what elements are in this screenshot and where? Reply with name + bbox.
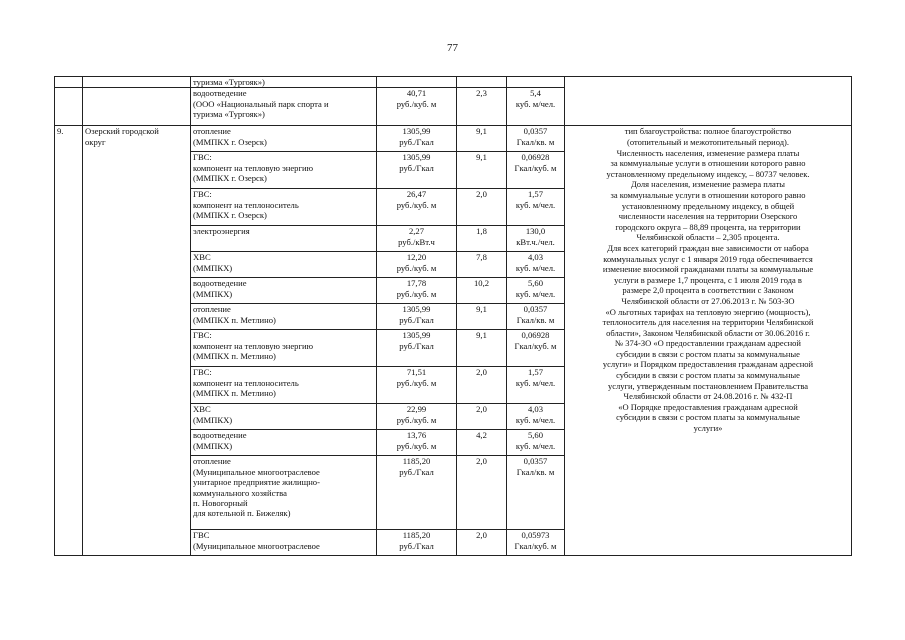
volume-cell: 4,03 куб. м/чел. (507, 404, 565, 430)
price-cell: 1305,99 руб./Гкал (377, 304, 457, 330)
volume-cell: 0,0357 Гкал/кв. м (507, 126, 565, 152)
service-cell: ХВС (ММПКХ) (191, 252, 377, 278)
service-cell: ГВС: компонент на теплоноситель (ММПКХ п. Метлино) (191, 367, 377, 404)
volume-cell: 0,05973 Гкал/куб. м (507, 530, 565, 556)
index-cell: 2,3 (457, 88, 507, 126)
volume-cell: 0,06928 Гкал/куб. м (507, 152, 565, 189)
service-cell: водоотведение (ММПКХ) (191, 430, 377, 456)
index-cell: 9,1 (457, 152, 507, 189)
index-cell: 10,2 (457, 278, 507, 304)
index-cell: 2,0 (457, 367, 507, 404)
index-cell: 2,0 (457, 456, 507, 530)
price-cell: 40,71 руб./куб. м (377, 88, 457, 126)
index-cell: 2,0 (457, 189, 507, 226)
index-cell: 9,1 (457, 304, 507, 330)
index-cell: 9,1 (457, 126, 507, 152)
service-cell: туризма «Тургояк») (191, 77, 377, 88)
volume-cell: 0,0357 Гкал/кв. м (507, 304, 565, 330)
row-number-cell (55, 77, 83, 88)
service-cell: ХВС (ММПКХ) (191, 404, 377, 430)
index-cell: 2,0 (457, 404, 507, 430)
service-cell: отопление (ММПКХ п. Метлино) (191, 304, 377, 330)
volume-cell: 130,0 кВт.ч./чел. (507, 226, 565, 252)
note-cell-previous (565, 77, 852, 126)
volume-cell (507, 77, 565, 88)
volume-cell: 5,60 куб. м/чел. (507, 278, 565, 304)
page-number: 77 (447, 42, 458, 54)
price-cell: 1185,20 руб./Гкал (377, 530, 457, 556)
index-cell: 4,2 (457, 430, 507, 456)
price-cell: 1305,99 руб./Гкал (377, 126, 457, 152)
index-cell: 9,1 (457, 330, 507, 367)
volume-cell: 5,4 куб. м/чел. (507, 88, 565, 126)
price-cell: 12,20 руб./куб. м (377, 252, 457, 278)
volume-cell: 5,60 куб. м/чел. (507, 430, 565, 456)
index-cell: 2,0 (457, 530, 507, 556)
price-cell: 17,78 руб./куб. м (377, 278, 457, 304)
service-cell: электроэнергия (191, 226, 377, 252)
price-cell: 13,76 руб./куб. м (377, 430, 457, 456)
price-cell: 71,51 руб./куб. м (377, 367, 457, 404)
index-cell (457, 77, 507, 88)
territory-cell (83, 88, 191, 126)
row-number-cell: 9. (55, 126, 83, 556)
note-text: тип благоустройства: полное благоустройство (отопительный и межотопительный период). Численность населения, изменение размера платы за коммунальные услуги в отношении которого равно установленному предельному индексу, – 80737 человек. Доля населения, изменение размера платы за коммунальные услуги в отношении которого равно установленному предельному индексу, в общей численности населения на территории Озерского городского округа – 88,89 процента, на территории Челябинской области – 2,305 процента. Для всех категорий граждан вне зависимости от набора коммунальных услуг с 1 января 2019 года обеспечивается изменение вносимой гражданами платы за коммунальные услуги в размере 1,7 процента, с 1 июля 2019 года в размере 2,0 процента в соответствии с Законом Челябинской области от 27.06.2013 г. № 503-ЗО «О льготных тарифах на тепловую энергию (мощность), теплоноситель для населения на территории Челябинской области», Законом Челябинской области от 30.06.2016 г. № 374-ЗО «О предоставлении гражданам адресной субсидии в связи с ростом платы за коммунальные услуги» и Порядком предоставления гражданам адресной субсидии в связи с ростом платы за коммунальные услуги, утвержденным постановлением Правительства Челябинской области от 24.08.2016 г. № 432-П «О Порядке предоставления гражданам адресной субсидии в связи с ростом платы за коммунальные услуги» (602, 126, 814, 434)
service-cell: водоотведение (ММПКХ) (191, 278, 377, 304)
price-cell: 1305,99 руб./Гкал (377, 152, 457, 189)
service-cell: отопление (Муниципальное многоотраслевое унитарное предприятие жилищно- коммунального хозяйства п. Новогорный для котельной п. Бижеляк) (191, 456, 377, 530)
volume-cell: 1,57 куб. м/чел. (507, 189, 565, 226)
service-cell: ГВС: компонент на тепловую энергию (ММПКХ г. Озерск) (191, 152, 377, 189)
territory-cell: Озерский городской округ (83, 126, 191, 556)
service-cell: ГВС: компонент на теплоноситель (ММПКХ г. Озерск) (191, 189, 377, 226)
index-cell: 7,8 (457, 252, 507, 278)
service-cell: ГВС (Муниципальное многоотраслевое (191, 530, 377, 556)
table-row (55, 77, 852, 88)
price-cell: 22,99 руб./куб. м (377, 404, 457, 430)
volume-cell: 0,0357 Гкал/кв. м (507, 456, 565, 530)
index-cell: 1,8 (457, 226, 507, 252)
price-cell: 1305,99 руб./Гкал (377, 330, 457, 367)
price-cell: 1185,20 руб./Гкал (377, 456, 457, 530)
service-cell: водоотведение (ООО «Национальный парк спорта и туризма «Тургояк») (191, 88, 377, 126)
territory-cell (83, 77, 191, 88)
volume-cell: 0,06928 Гкал/куб. м (507, 330, 565, 367)
price-cell: 26,47 руб./куб. м (377, 189, 457, 226)
volume-cell: 1,57 куб. м/чел. (507, 367, 565, 404)
table-row (55, 126, 852, 152)
note-cell (565, 126, 852, 556)
row-number-cell (55, 88, 83, 126)
price-cell: 2,27 руб./кВт.ч (377, 226, 457, 252)
service-cell: ГВС: компонент на тепловую энергию (ММПКХ п. Метлино) (191, 330, 377, 367)
price-cell (377, 77, 457, 88)
service-cell: отопление (ММПКХ г. Озерск) (191, 126, 377, 152)
tariff-table (54, 76, 852, 556)
volume-cell: 4,03 куб. м/чел. (507, 252, 565, 278)
